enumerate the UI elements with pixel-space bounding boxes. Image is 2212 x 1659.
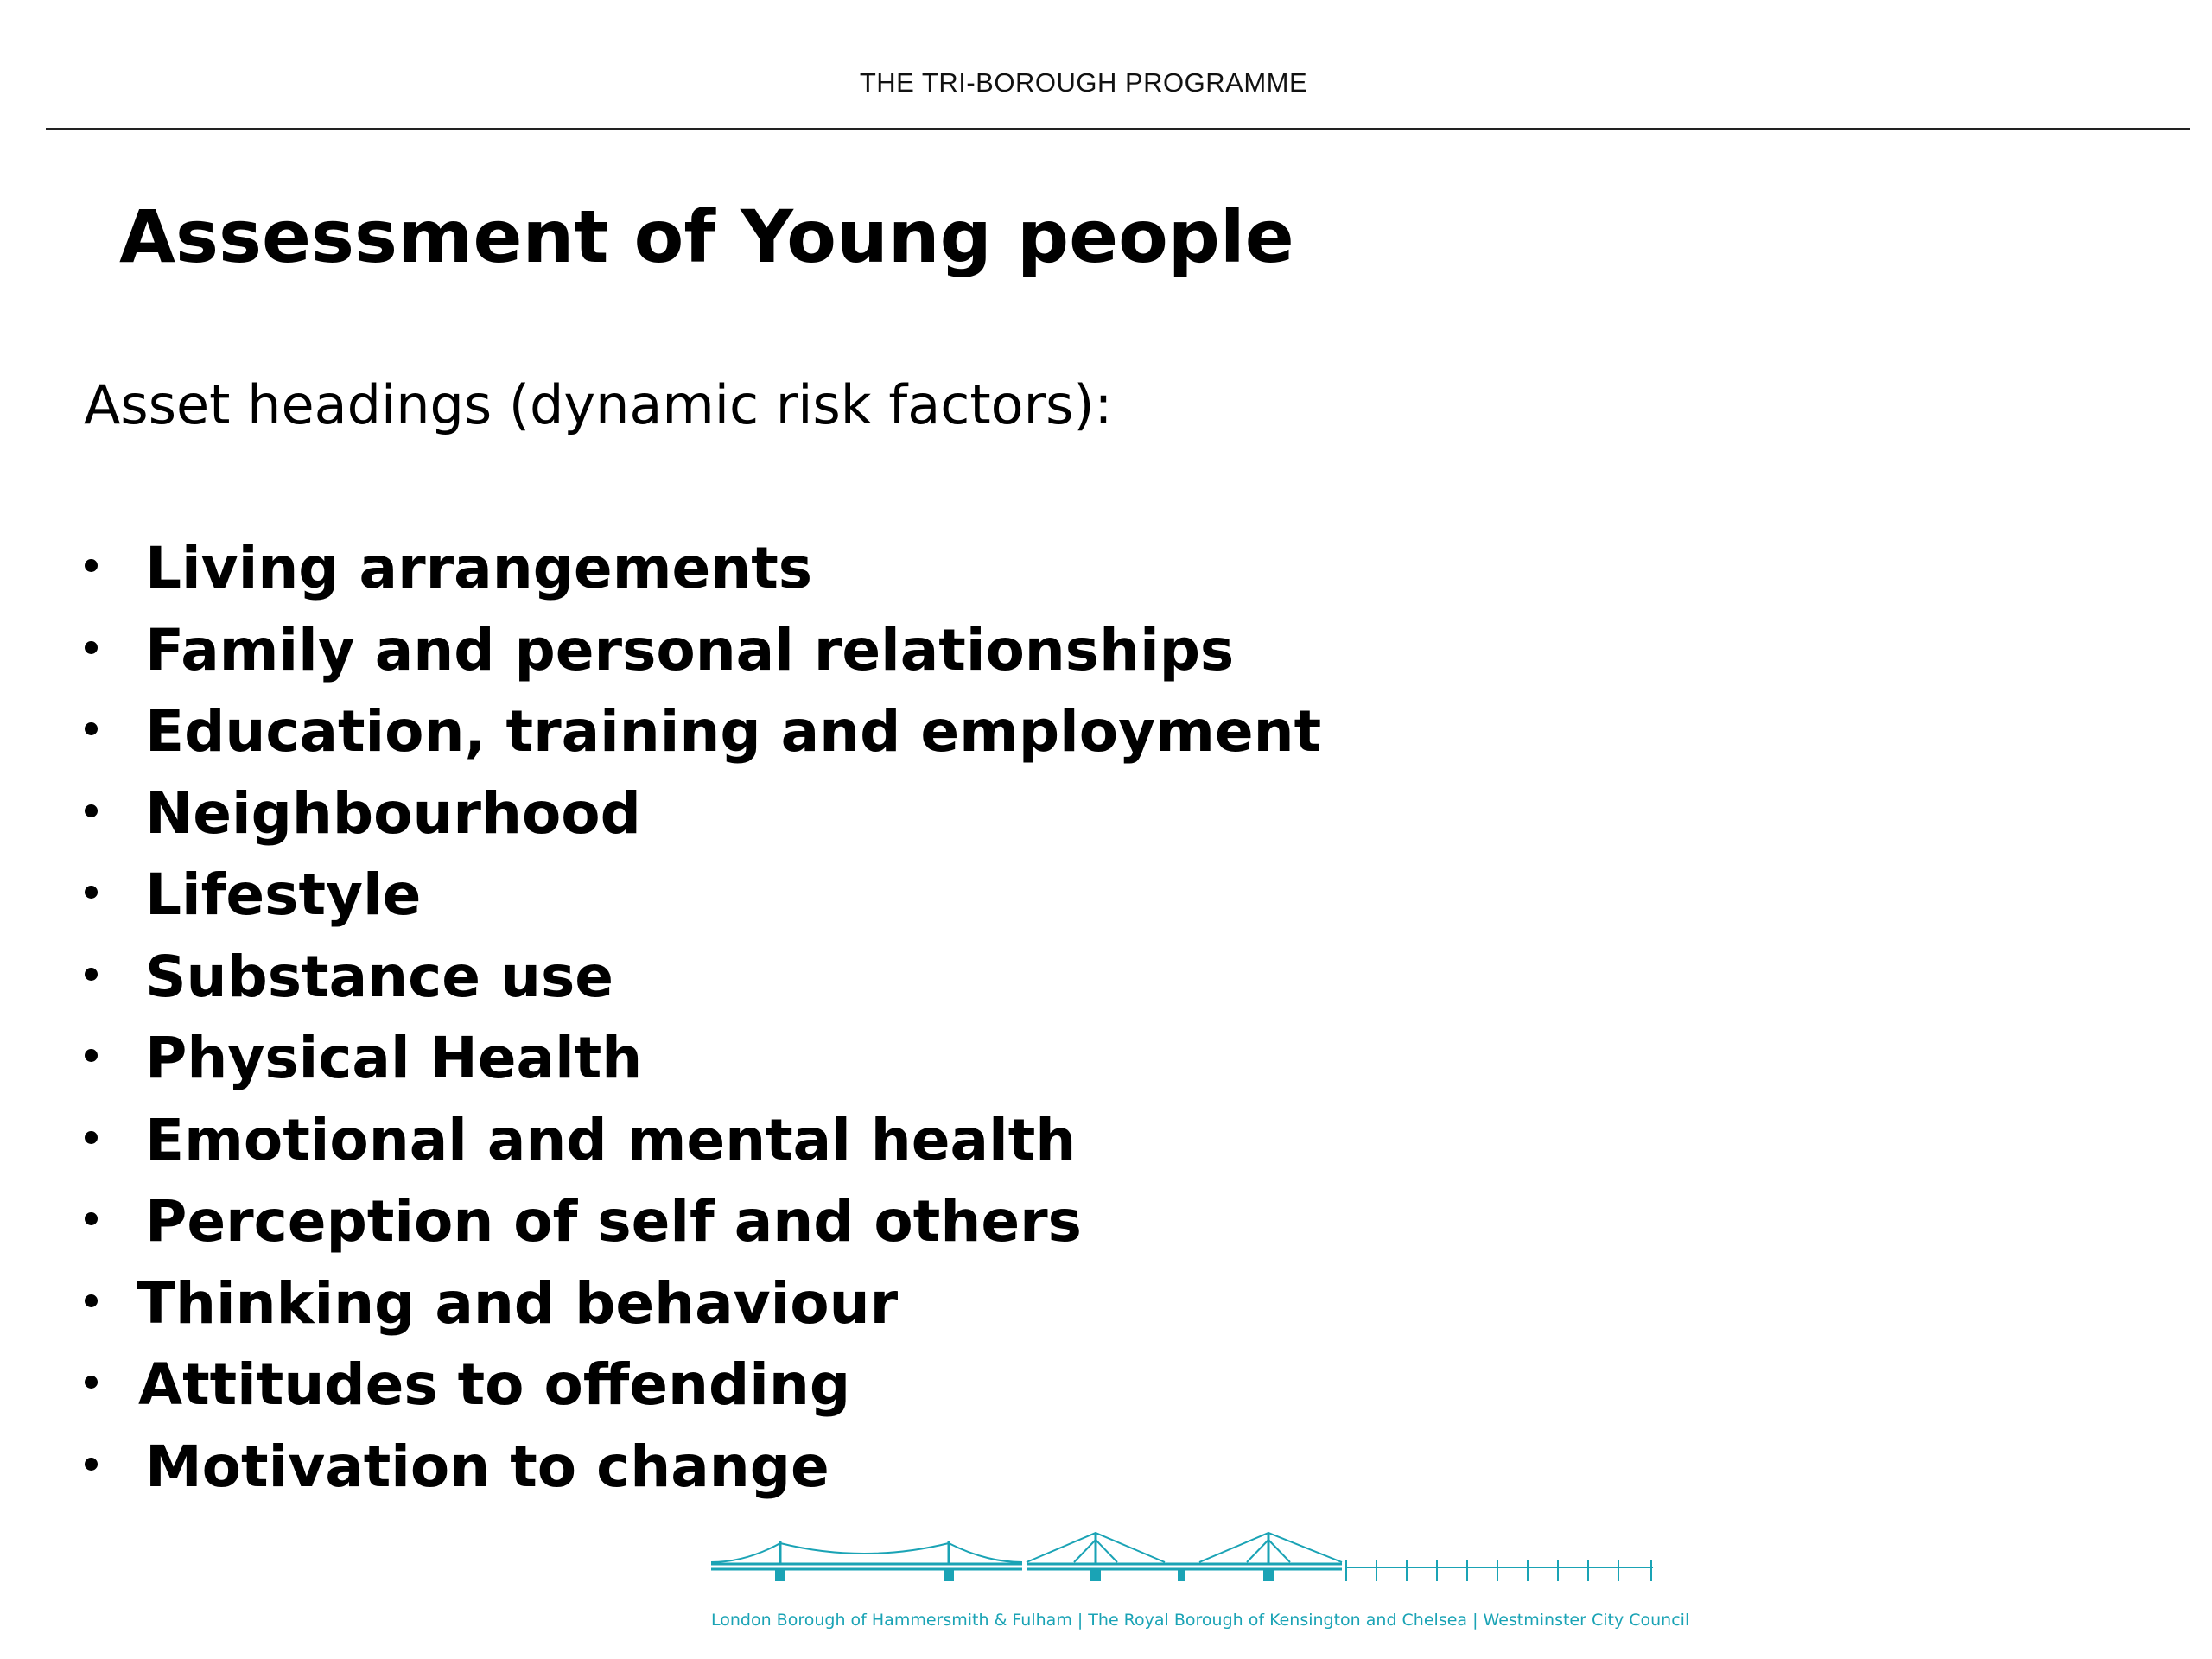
list-item-label: Perception of self and others xyxy=(145,1188,1082,1255)
bullet-icon xyxy=(85,886,98,899)
list-item-label: Attitudes to offending xyxy=(138,1351,851,1418)
bullet-icon xyxy=(85,1212,98,1225)
bullet-icon xyxy=(85,1294,98,1307)
bullet-icon xyxy=(85,722,98,735)
bullet-icon xyxy=(85,1049,98,1062)
list-item-label: Emotional and mental health xyxy=(145,1106,1077,1173)
list-item-label: Family and personal relationships xyxy=(145,616,1235,683)
list-item-label: Substance use xyxy=(145,943,614,1010)
bullet-icon xyxy=(85,641,98,654)
footer-councils: London Borough of Hammersmith & Fulham | The Royal Borough of Kensington and Chelsea | Westminster City Council xyxy=(711,1611,1690,1630)
bullet-icon xyxy=(85,1458,98,1471)
slide-title: Assessment of Young people xyxy=(119,194,1294,279)
list-item-label: Physical Health xyxy=(145,1025,643,1091)
list-item-label: Living arrangements xyxy=(145,535,813,601)
bridges-logo-icon xyxy=(711,1514,1653,1583)
header-divider xyxy=(46,128,2190,130)
bullet-icon xyxy=(85,804,98,817)
list-item-label: Motivation to change xyxy=(145,1433,830,1500)
list-item-label: Lifestyle xyxy=(145,861,422,928)
bullet-icon xyxy=(85,559,98,572)
programme-header: THE TRI-BOROUGH PROGRAMME xyxy=(859,67,1308,98)
list-item-label: Thinking and behaviour xyxy=(137,1269,899,1337)
bullet-icon xyxy=(85,1131,98,1144)
slide-subtitle: Asset headings (dynamic risk factors): xyxy=(84,373,1113,436)
bullet-icon xyxy=(85,968,98,981)
bullet-icon xyxy=(85,1376,98,1389)
list-item-label: Neighbourhood xyxy=(145,779,641,847)
list-item-label: Education, training and employment xyxy=(145,698,1322,765)
